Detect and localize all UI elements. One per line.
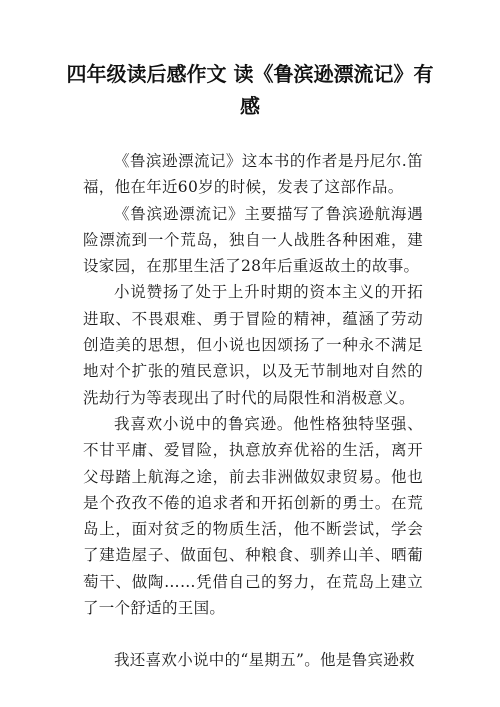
- paragraph-author: 《鲁滨逊漂流记》这本书的作者是丹尼尔.笛福，他在年近60岁的时候，发表了这部作品。: [83, 152, 423, 197]
- paragraph-friday: 我还喜欢小说中的“星期五”。他是鲁宾逊救: [114, 651, 415, 670]
- document-body: [83, 148, 423, 674]
- paragraph-robinson: 我喜欢小说中的鲁宾逊。他性格独特坚强、不甘平庸、爱冒险，执意放弃优裕的生活，离开父母踏上航海之途，前去非洲做奴隶贸易。他也是个孜孜不倦的追求者和开拓创新的勇士。在荒岛上，面对贫乏的物质生活，他不断尝试，学会了建造屋子、做面包、种粮食、驯养山羊、晒葡萄干、做陶……凭借自己的努力，在荒岛上建立了一个舒适的王国。: [83, 414, 423, 618]
- document-title: 四年级读后感作文 读《鲁滨逊漂流记》有感: [66, 62, 434, 118]
- paragraph-theme: 小说赞扬了处于上升时期的资本主义的开拓进取、不畏艰难、勇于冒险的精神，蕴涵了劳动创造美的思想，但小说也因颂扬了一种永不满足地对个扩张的殖民意识，以及无节制地对自然的洗劫行为等表现出了时代的局限性和消极意义。: [83, 283, 423, 407]
- paragraph-summary: 《鲁滨逊漂流记》主要描写了鲁滨逊航海遇险漂流到一个荒岛，独自一人战胜各种困难，建设家园，在那里生活了28年后重返故土的故事。: [83, 204, 423, 276]
